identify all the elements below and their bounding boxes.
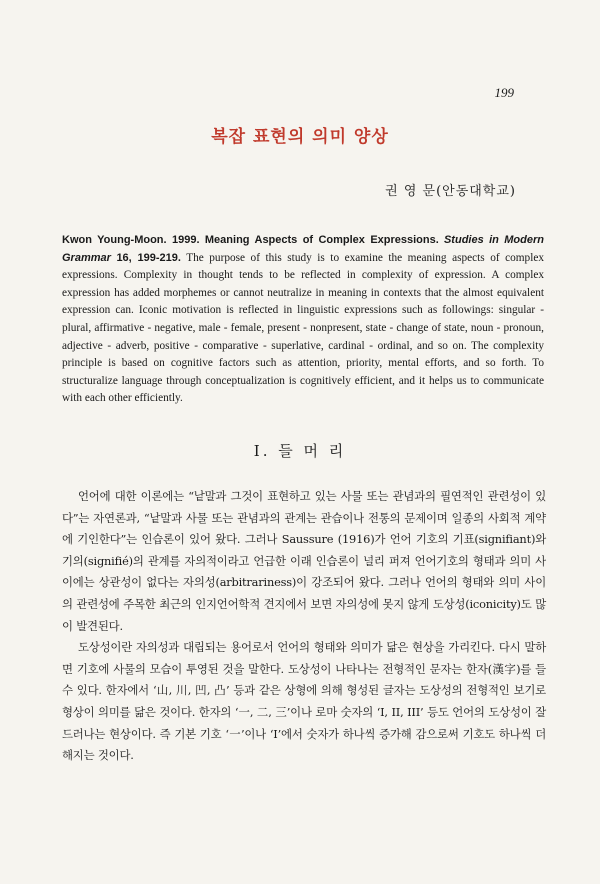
page-number: 199 <box>494 85 514 100</box>
paper-title: 복잡 표현의 의미 양상 <box>211 127 389 147</box>
abstract <box>62 232 544 408</box>
body-text <box>62 486 546 767</box>
abstract-citation-head: Kwon Young-Moon. 1999. Meaning Aspects of Complex Expressions. <box>62 234 439 246</box>
journal-name: Studies in Modern Grammar <box>62 234 544 264</box>
author-affiliation: 권 영 문(안동대학교) <box>385 184 516 199</box>
section-heading: I. 들 머 리 <box>253 442 347 460</box>
paragraph: 언어에 대한 이론에는 “낱말과 그것이 표현하고 있는 사물 또는 관념과의 필연적인 관련성이 있다”는 자연론과, “낱말과 사물 또는 관념과의 관계는 관습이나 전통의 문제이며 일종의 사회적 계약에 기인한다”는 인습론이 있어 왔다. 그러나 Saussure (1916)가 언어 기호의 기표(signifiant)와 기의(signifié)의 관계를 자의적이라고 언급한 이래 인습론이 널리 퍼져 언어기호의 형태과 의미 사이에는 상관성이 없다는 자의성(arbitrariness)이 강조되어 왔다. 그러나 언어의 형태와 의미 사이의 관련성에 주목한 최근의 인지언어학적 견지에서 보면 자의성에 못지 않게 도상성(iconicity)도 많이 발견된다. <box>62 489 546 633</box>
paragraph: 도상성이란 자의성과 대립되는 용어로서 언어의 형태와 의미가 닮은 현상을 가리킨다. 다시 말하면 기호에 사물의 모습이 투영된 것을 말한다. 도상성이 나타나는 전형적인 문자는 한자(漢字)를 들 수 있다. 한자에서 ‘山, 川, 凹, 凸’ 등과 같은 상형에 의해 형성된 글자는 도상성의 전형적인 보기로 형상이 의미를 닮은 것이다. 한자의 ‘一, 二, 三’이나 로마 숫자의 ‘I, II, III’ 등도 언어의 도상성이 잘 드러나는 현상이다. 즉 기본 기호 ‘一’이나 ‘I’에서 숫자가 하나씩 증가해 감으로써 기호도 하나씩 더해지는 것이다. <box>62 640 546 763</box>
citation-volume-pages: 16, 199-219. <box>116 251 181 264</box>
abstract-text: The purpose of this study is to examine the meaning aspects of complex expressions. Complexity in thought tends to be reflected in complexity of expression. A complex expression has added morphemes or cannot neutralize in meaning in contexts that the almost equivalent expression can. Iconic motivation is reflected in linguistic expressions such as followings: singular - plural, affirmative - negative, male - female, present - nonpresent, state - change of state, noun - pronoun, adjective - adverb, positive - comparative - superlative, cardinal - ordinal, and so on. The complexity principle is based on cognitive factors such as attention, priority, mental efforts, and so forth. To structuralize language through conceptualization is cognitively efficient, and it helps us to communicate with each other efficiently. <box>62 251 545 405</box>
